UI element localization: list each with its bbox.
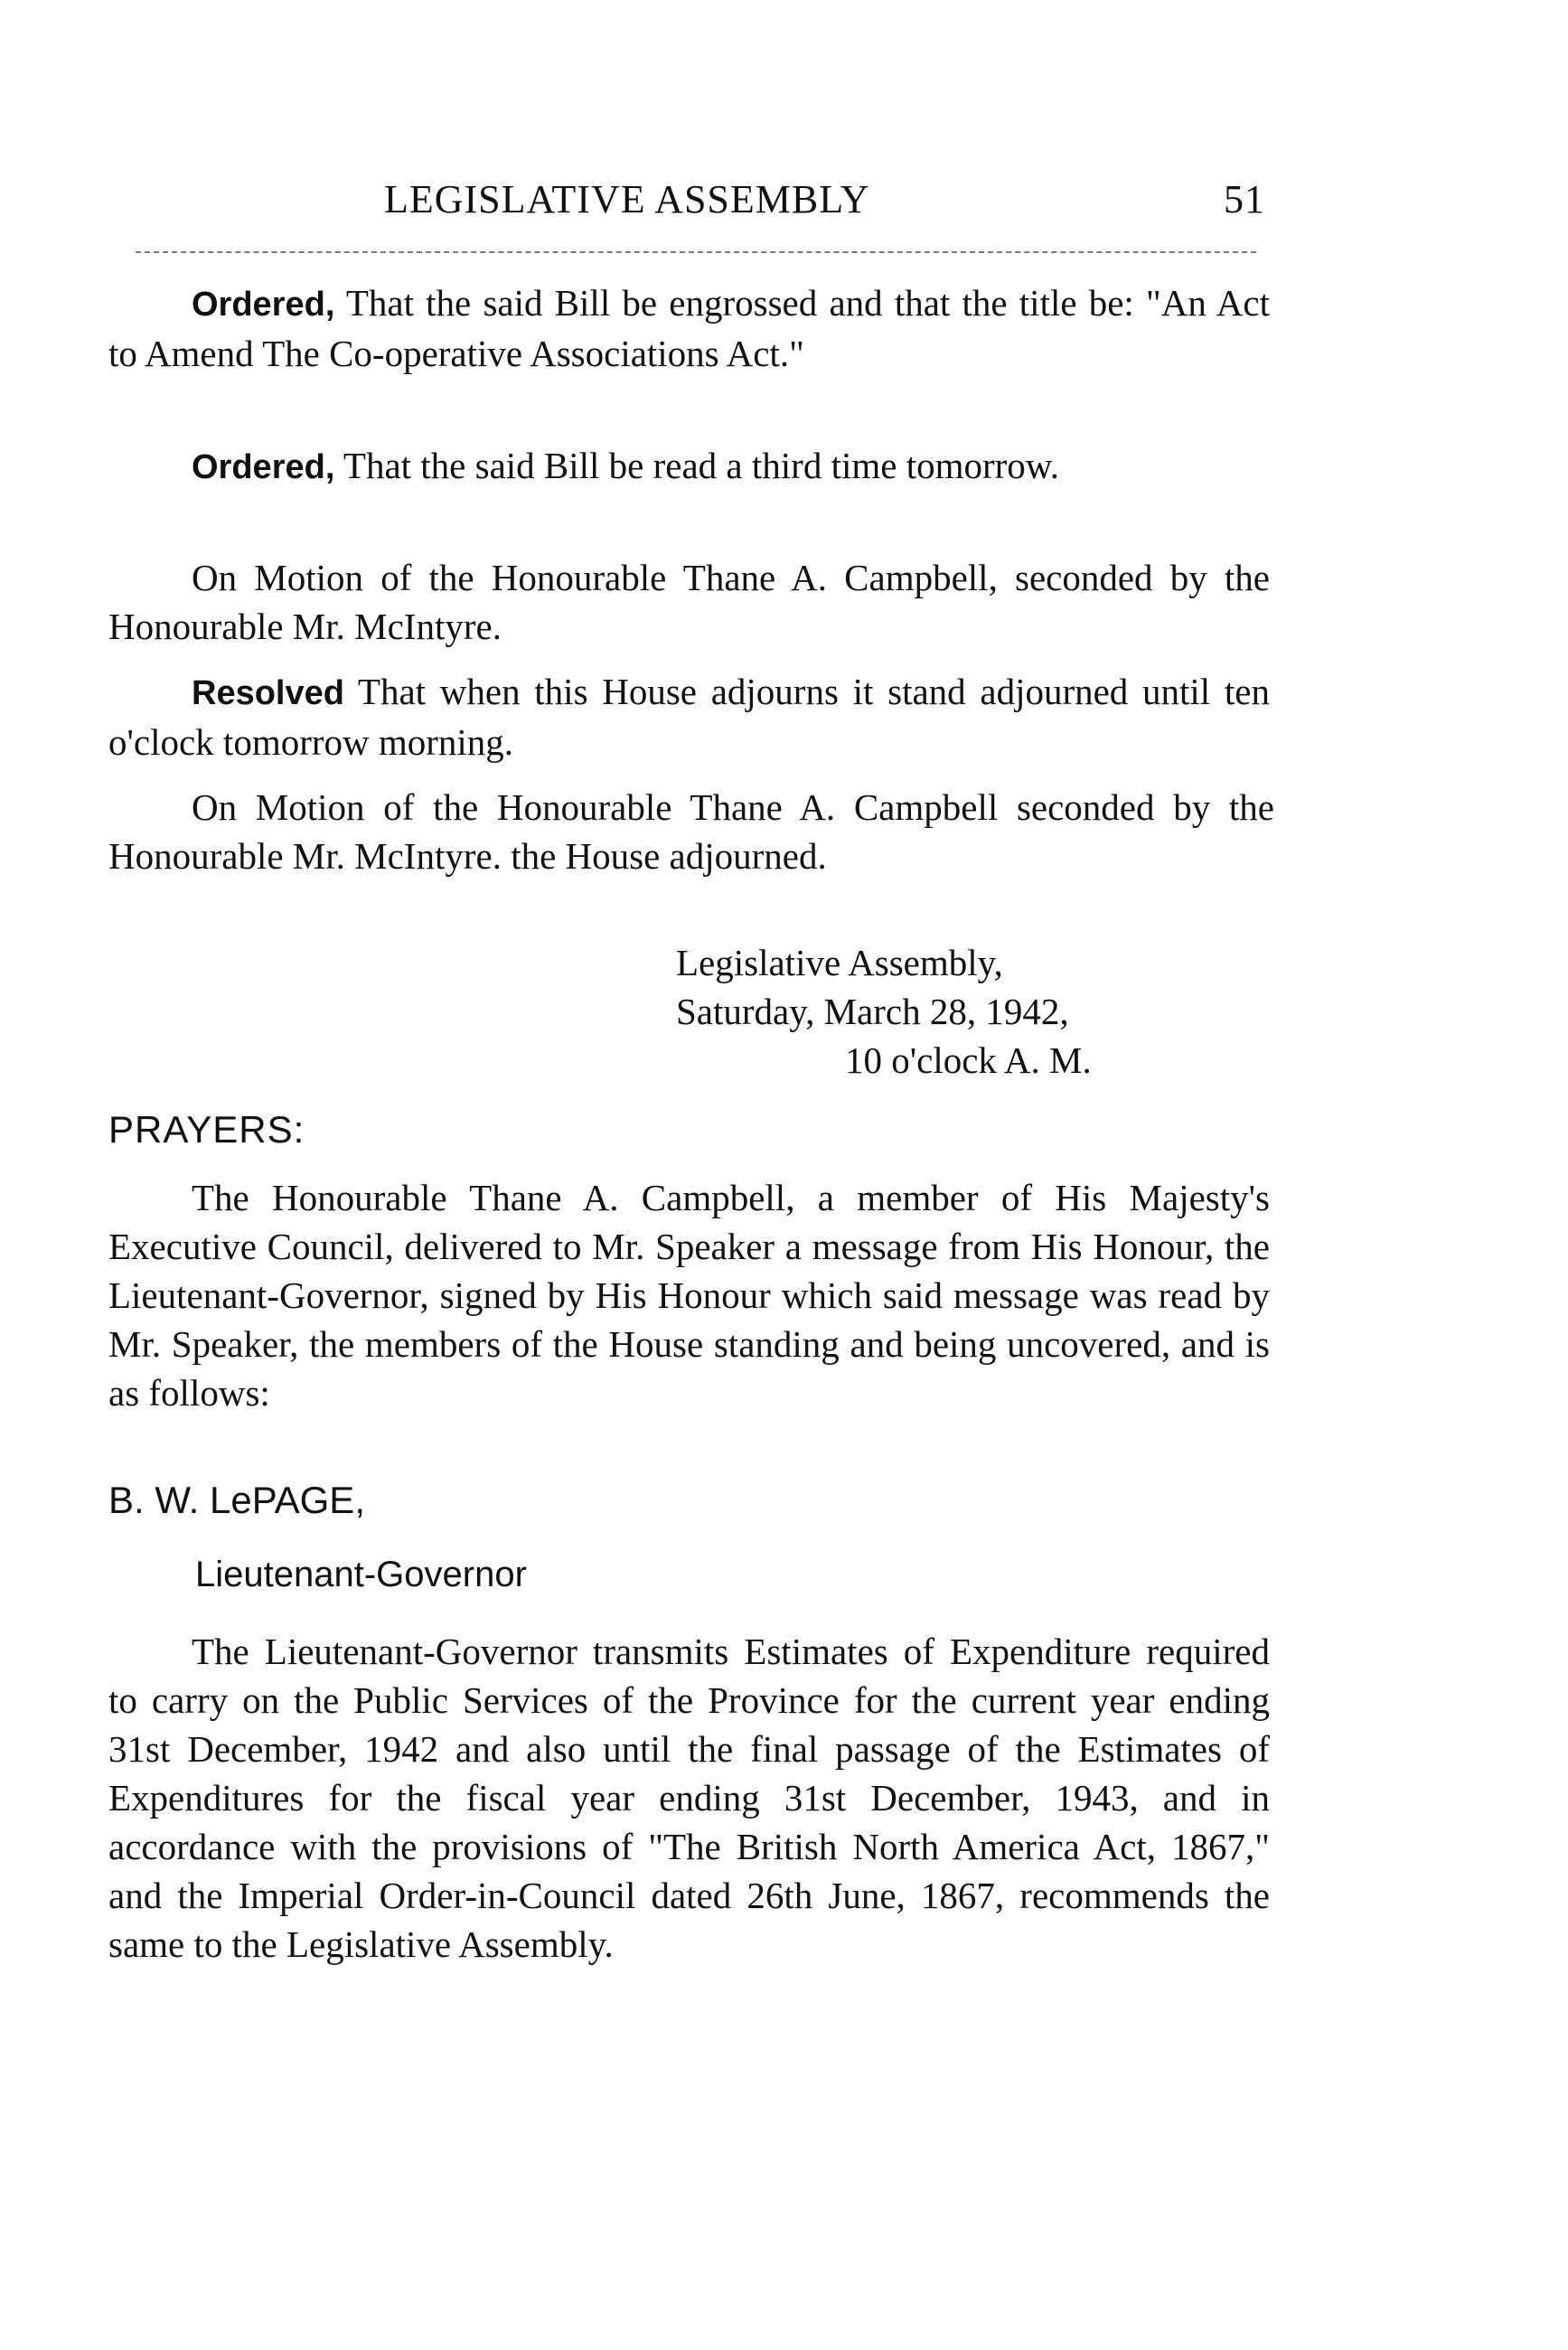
paragraph-lead: Ordered, [192,448,335,486]
paragraph-text: That the said Bill be engrossed and that the title be: "An Act to Amend The Co-operative Associations Act." [108,282,1270,374]
paragraph-text: That the said Bill be read a third time tomorrow. [334,445,1059,486]
header-title: LEGISLATIVE ASSEMBLY [384,177,870,221]
dateline-line-3: 10 o'clock A. M. [845,1039,1092,1081]
paragraph-adjourned: On Motion of the Honourable Thane A. Campbell seconded by the Honourable Mr. McIntyre. the House adjourned. [108,786,1274,877]
paragraph-message-delivered: The Honourable Thane A. Campbell, a member of His Majesty's Executive Council, delivered to Mr. Speaker a message from His Honour, the Lieutenant-Governor, signed by His Honour which said message was read by Mr. Speaker, the members of the House standing and being uncovered, and is as follows: [108,1177,1270,1414]
paragraph-estimates: The Lieutenant-Governor transmits Estimates of Expenditure required to carry on the Public Services of the Province for the current year ending 31st December, 1942 and also until the final passage of the Estimates of Expenditures for the fiscal year ending 31st December, 1943, and in accordance with the provisions of "The British North America Act, 1867," and the Imperial Order-in-Council dated 26th June, 1867, recommends the same to the Legislative Assembly. [108,1631,1270,1965]
signature-name: B. W. LePAGE, [108,1479,365,1521]
paragraph-ordered-third-reading [108,441,1270,492]
paragraph-ordered-engrossed [108,278,1270,378]
dateline-line-2: Saturday, March 28, 1942, [676,991,1069,1032]
prayers-heading: PRAYERS: [108,1108,305,1151]
paragraph-lead: Resolved [192,674,344,712]
page-number: 51 [1224,177,1265,221]
paragraph-text: That when this House adjourns it stand adjourned until ten o'clock tomorrow morning. [108,671,1270,763]
paragraph-motion: On Motion of the Honourable Thane A. Campbell, seconded by the Honourable Mr. McIntyre. [108,557,1270,647]
header-rule [136,251,1256,253]
dateline-line-1: Legislative Assembly, [676,942,1003,983]
paragraph-lead: Ordered, [192,286,335,324]
paragraph-resolved [108,667,1270,766]
signature-title: Lieutenant-Governor [195,1555,527,1594]
